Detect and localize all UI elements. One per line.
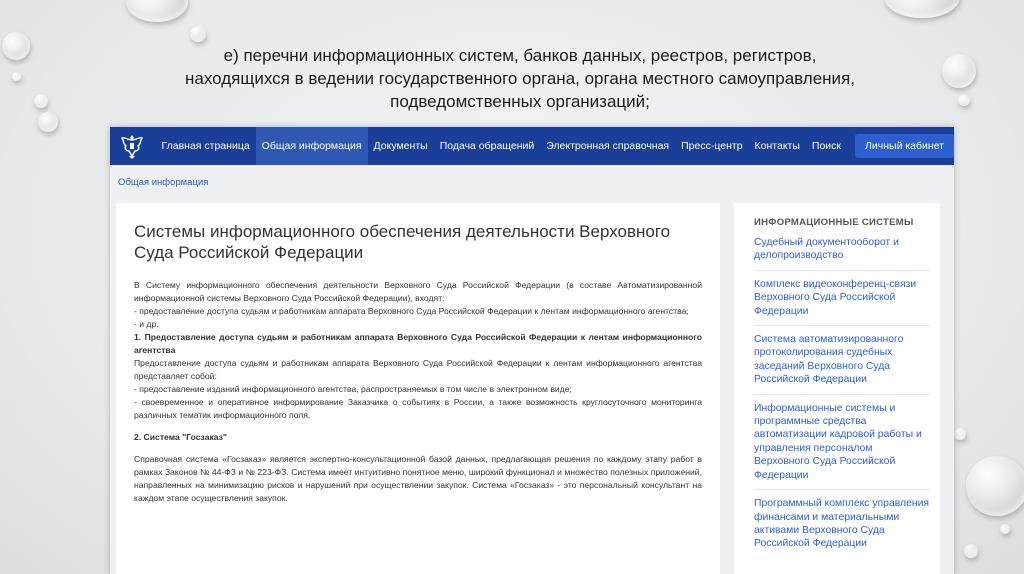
water-drop-decoration [964,544,978,558]
section-heading: 1. Предоставление доступа судьям и работникам аппарата Верховного Суда Российской Федерации к лентам информационного агентства [134,332,702,355]
water-drop-decoration [942,54,976,88]
website-screenshot [110,127,954,574]
nav-item-search[interactable]: Поиск [811,140,841,152]
water-drop-decoration [2,32,30,60]
breadcrumb[interactable]: Общая информация [118,177,209,188]
sidebar-link-hr-systems[interactable]: Информационные системы и программные средства автоматизации кадровой работы и управления персоналом Верховного Суда Российской Федерации [754,402,930,490]
water-drop-decoration [34,94,48,108]
sidebar [734,203,940,574]
nav-item-press-center[interactable]: Пресс-центр [681,140,743,152]
paragraph: В Систему информационного обеспечения деятельности Верховного Суда Российской Федерации (в составе Автоматизированной информационной системы Верховного Суда Российской Федерации), входят: [134,280,702,303]
sidebar-heading: ИНФОРМАЦИОННЫЕ СИСТЕМЫ [754,217,914,228]
sidebar-link-finance-complex[interactable]: Программный комплекс управления финансами и материальными активами Верховного Суда Российской Федерации [754,498,930,550]
water-drop-decoration [38,112,58,132]
nav-item-documents[interactable]: Документы [373,140,428,152]
sidebar-link-videoconference[interactable]: Комплекс видеоконференц-связи Верховного Суда Российской Федерации [754,278,930,326]
paragraph: Справочная система «Госзаказ» является экспертно-консультационной базой данных, предлагающая решения по каждому этапу работ в рамках Законов № 44-ФЗ и № 223-ФЗ. Система имеет интуитивно понятное меню, широкий функционал и множество полезных приложений, направленных на минимизацию рисков и нарушений при осуществлении закупок. Система «Госзаказ» - это персональный консультант на каждом этапе осуществления закупок. [134,454,702,503]
paragraph: Предоставление доступа судьям и работникам аппарата Верховного Суда Российской Федерации к лентам информационного агентства представляет собой: [134,358,702,381]
personal-cabinet-button[interactable]: Личный кабинет [855,134,954,158]
water-drop-decoration [954,428,966,440]
page-title: Системы информационного обеспечения деятельности Верховного Суда Российской Федерации [134,222,671,262]
water-drop-decoration [190,26,206,42]
paragraph: - предоставление доступа судьям и работникам аппарата Верховного Суда Российской Федерации к лентам информационного агентства; [134,306,689,316]
water-drop-decoration [12,72,21,81]
water-drop-decoration [958,94,970,106]
nav-item-contacts[interactable]: Контакты [754,140,800,152]
paragraph: - своевременное и оперативное информирование Заказчика о событиях в России, а также возможность круглосуточного мониторинга различных тематик информационного поля. [134,397,702,420]
water-drop-decoration [884,0,960,18]
main-content [116,203,720,574]
water-drop-decoration [126,0,188,22]
sidebar-link-document-flow[interactable]: Судебный документооборот и делопроизводство [754,236,930,271]
nav-item-home[interactable]: Главная страница [161,140,250,152]
nav-item-appeals[interactable]: Подача обращений [439,140,535,152]
nav-item-general-info[interactable]: Общая информация [256,127,368,165]
nav-item-e-reference[interactable]: Электронная справочная [546,140,670,152]
emblem-icon[interactable] [118,131,146,161]
sidebar-link-protocol-system[interactable]: Система автоматизированного протоколирования судебных заседаний Верховного Суда Российской Федерации [754,333,930,395]
section-heading: 2. Система "Госзаказ" [134,432,228,442]
water-drop-decoration [966,456,1024,516]
paragraph: - и др. [134,319,159,329]
paragraph: - предоставление изданий информационного агентства, распространяемых в том числе в электронном виде; [134,384,572,394]
top-navigation [110,127,954,165]
water-drop-decoration [1000,524,1010,534]
slide-title: е) перечни информационных систем, банков данных, реестров, регистров, находящихся в ведении государственного органа, органа местного самоуправления, подведомственных организаций; [185,46,855,111]
